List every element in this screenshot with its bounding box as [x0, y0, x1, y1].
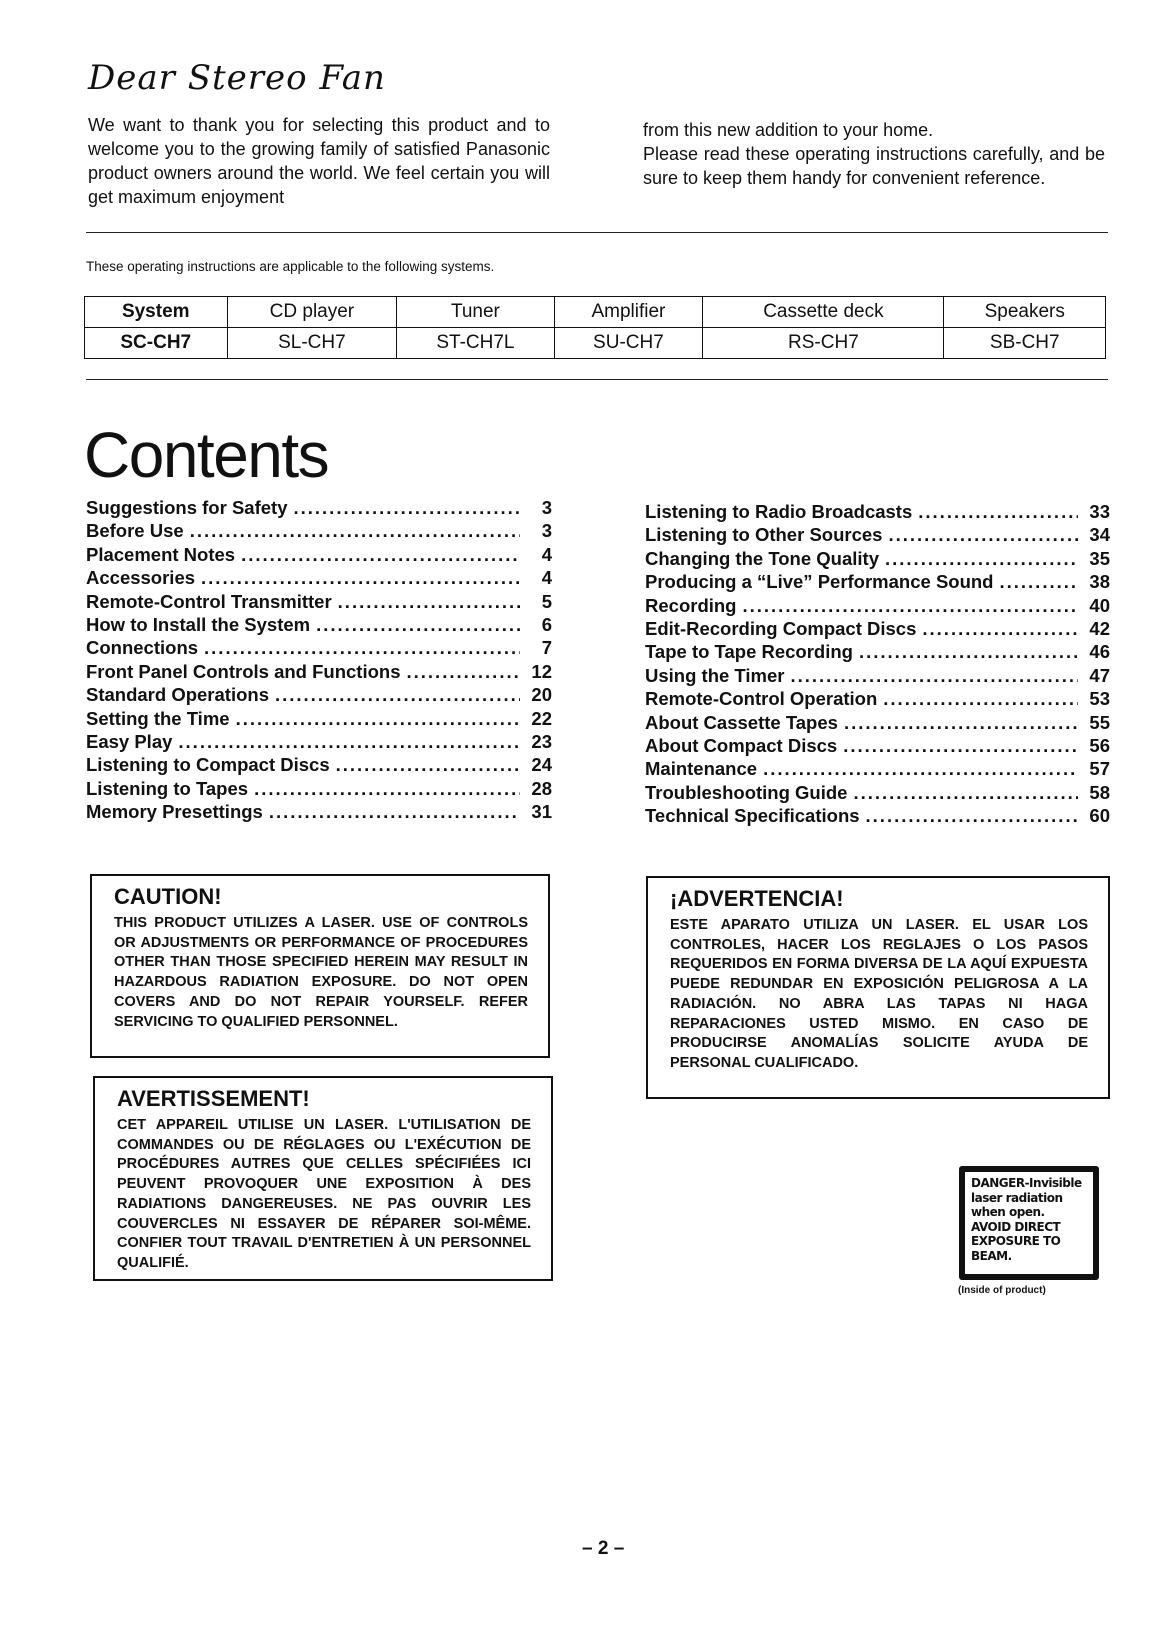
toc-entry [86, 544, 552, 567]
advertencia-box [646, 876, 1110, 1099]
intro-left-column [88, 113, 550, 209]
avertissement-box [93, 1076, 553, 1281]
toc-entry-page: 53 [1089, 688, 1110, 710]
greeting-heading: Dear Stereo Fan [88, 58, 386, 98]
header-cell-system: System [85, 297, 228, 328]
toc-leader-dots [338, 591, 520, 613]
toc-entry [645, 665, 1110, 688]
divider-top [86, 232, 1108, 233]
toc-leader-dots [866, 805, 1078, 827]
header-cell-amplifier: Amplifier [554, 297, 703, 328]
toc-leader-dots [407, 661, 521, 683]
toc-leader-dots [178, 731, 520, 753]
toc-entry-page: 57 [1089, 758, 1110, 780]
toc-entry [86, 754, 552, 777]
toc-entry-title: Changing the Tone Quality [645, 547, 879, 569]
toc-entry-page: 47 [1089, 664, 1110, 686]
toc-entry [645, 782, 1110, 805]
toc-entry [645, 548, 1110, 571]
toc-leader-dots [204, 637, 520, 659]
toc-entry-title: About Cassette Tapes [645, 711, 838, 733]
toc-entry-title: Using the Timer [645, 664, 785, 686]
header-cell-cassette-deck: Cassette deck [703, 297, 944, 328]
danger-label [959, 1166, 1099, 1280]
toc-entry-title: Standard Operations [86, 684, 269, 706]
toc-entry-title: Front Panel Controls and Functions [86, 660, 401, 682]
intro-paragraph-continued: from this new addition to your home. [643, 120, 934, 140]
applicable-note: These operating instructions are applicable to the following systems. [86, 259, 495, 274]
toc-entry [645, 712, 1110, 735]
toc-entry-title: Technical Specifications [645, 805, 860, 827]
value-cell-tuner: ST-CH7L [397, 328, 554, 359]
value-cell-system: SC-CH7 [85, 328, 228, 359]
toc-entry-title: Listening to Radio Broadcasts [645, 501, 913, 522]
advertencia-body: ESTE APARATO UTILIZA UN LASER. EL USAR LOS CONTROLES, HACER LOS REGLAJES O LOS PASOS REQUERIDOS EN FORMA DIVERSA DE LA AQUÍ EXPUESTA PUEDE REDUNDAR EN EXPOSICIÓN PELIGROSA A LA RADIACIÓN. NO ABRA LAS TAPAS NI HAGA REPARACIONES USTED MISMO. EN CASO DE PRODUCIRSE ANOMALÍAS SOLICITE AYUDA DE PERSONAL CUALIFICADO. [670, 917, 1088, 1071]
toc-entry-page: 7 [541, 637, 552, 659]
toc-entry-page: 12 [531, 660, 552, 682]
toc-entry-page: 28 [531, 777, 552, 799]
intro-paragraph-instructions: Please read these operating instructions carefully, and be sure to keep them handy for convenient reference. [643, 144, 1105, 188]
toc-entry [645, 524, 1110, 547]
caution-heading: CAUTION! [114, 884, 222, 909]
toc-entry [86, 684, 552, 707]
toc-entry-page: 38 [1089, 571, 1110, 593]
toc-entry [86, 708, 552, 731]
toc-entry [86, 801, 552, 824]
toc-entry-page: 40 [1089, 594, 1110, 616]
toc-leader-dots [843, 735, 1078, 757]
toc-entry-title: Listening to Tapes [86, 777, 249, 799]
systems-value-row [85, 328, 1106, 359]
caution-box [90, 874, 550, 1058]
toc-entry-page: 55 [1089, 711, 1110, 733]
toc-entry-page: 3 [541, 520, 552, 542]
toc-entry-title: Suggestions for Safety [86, 497, 288, 518]
toc-entry-title: How to Install the System [86, 613, 311, 635]
value-cell-cassette-deck: RS-CH7 [703, 328, 944, 359]
toc-leader-dots [275, 684, 520, 706]
toc-entry-title: Maintenance [645, 758, 758, 780]
toc-leader-dots [853, 782, 1078, 804]
toc-entry-title: Accessories [86, 567, 196, 589]
toc-entry-title: Connections [86, 637, 199, 659]
toc-leader-dots [201, 567, 520, 589]
toc-entry-title: Setting the Time [86, 707, 230, 729]
toc-leader-dots [790, 665, 1078, 687]
toc-entry [645, 758, 1110, 781]
toc-leader-dots [254, 778, 520, 800]
toc-entry-page: 6 [541, 613, 552, 635]
toc-entry [645, 595, 1110, 618]
toc-leader-dots [241, 544, 520, 566]
toc-entry-page: 22 [531, 707, 552, 729]
toc-entry-title: About Compact Discs [645, 734, 838, 756]
toc-leader-dots [763, 758, 1078, 780]
toc-leader-dots [269, 801, 520, 823]
toc-right-column [645, 501, 1110, 828]
danger-label-caption: (Inside of product) [958, 1285, 1046, 1296]
toc-entry-page: 4 [541, 567, 552, 589]
toc-entry [86, 731, 552, 754]
toc-entry-page: 31 [531, 801, 552, 823]
toc-entry-page: 34 [1089, 524, 1110, 546]
toc-leader-dots [918, 501, 1078, 523]
header-cell-tuner: Tuner [397, 297, 554, 328]
toc-entry-title: Recording [645, 594, 737, 616]
toc-entry-page: 35 [1089, 547, 1110, 569]
toc-leader-dots [883, 688, 1078, 710]
page-number: – 2 – [582, 1538, 625, 1559]
toc-entry-page: 23 [531, 730, 552, 752]
toc-entry [86, 778, 552, 801]
toc-entry-title: Tape to Tape Recording [645, 641, 853, 663]
toc-entry [86, 637, 552, 660]
danger-label-text: DANGER-Invisible laser radiation when open. AVOID DIRECT EXPOSURE TO BEAM. [965, 1172, 1093, 1274]
toc-entry [86, 614, 552, 637]
avertissement-heading: AVERTISSEMENT! [117, 1086, 310, 1111]
toc-entry-title: Listening to Other Sources [645, 524, 883, 546]
toc-entry-page: 3 [541, 497, 552, 518]
header-cell-speakers: Speakers [944, 297, 1106, 328]
toc-leader-dots [336, 754, 520, 776]
toc-entry-title: Troubleshooting Guide [645, 781, 848, 803]
intro-paragraph: We want to thank you for selecting this product and to welcome you to the growing family of satisfied Panasonic product owners around the world. We feel certain you will get maximum enjoyment [88, 115, 550, 207]
toc-entry-page: 4 [541, 543, 552, 565]
toc-leader-dots [885, 548, 1078, 570]
toc-entry [645, 501, 1110, 524]
caution-body: THIS PRODUCT UTILIZES A LASER. USE OF CONTROLS OR ADJUSTMENTS OR PERFORMANCE OF PROCEDURES OTHER THAN THOSE SPECIFIED HEREIN MAY RESULT IN HAZARDOUS RADIATION EXPOSURE. DO NOT OPEN COVERS AND DO NOT REPAIR YOURSELF. REFER SERVICING TO QUALIFIED PERSONNEL. [114, 915, 528, 1030]
toc-entry [645, 641, 1110, 664]
intro-right-column [643, 118, 1105, 190]
toc-entry [645, 618, 1110, 641]
toc-entry-title: Memory Presettings [86, 801, 263, 823]
toc-entry-title: Remote-Control Operation [645, 688, 878, 710]
toc-entry-page: 20 [531, 684, 552, 706]
toc-entry-title: Easy Play [86, 730, 173, 752]
toc-entry-title: Before Use [86, 520, 184, 542]
toc-entry-title: Remote-Control Transmitter [86, 590, 332, 612]
toc-entry [86, 591, 552, 614]
toc-leader-dots [190, 520, 520, 542]
toc-entry [86, 567, 552, 590]
contents-title: Contents [84, 419, 329, 491]
toc-entry-title: Edit-Recording Compact Discs [645, 617, 917, 639]
advertencia-heading: ¡ADVERTENCIA! [670, 886, 844, 911]
toc-entry [86, 520, 552, 543]
toc-leader-dots [844, 712, 1078, 734]
toc-entry-page: 60 [1089, 805, 1110, 827]
toc-entry [645, 735, 1110, 758]
toc-leader-dots [316, 614, 520, 636]
toc-entry-title: Placement Notes [86, 543, 236, 565]
toc-entry-title: Listening to Compact Discs [86, 754, 330, 776]
systems-table [84, 296, 1106, 359]
systems-header-row [85, 297, 1106, 328]
toc-entry-page: 56 [1089, 734, 1110, 756]
toc-entry [645, 688, 1110, 711]
toc-entry [645, 571, 1110, 594]
toc-entry-page: 5 [541, 590, 552, 612]
toc-entry-page: 58 [1089, 781, 1110, 803]
toc-leader-dots [742, 595, 1078, 617]
toc-left-column [86, 497, 552, 824]
toc-entry-title: Producing a “Live” Performance Sound [645, 571, 994, 593]
toc-leader-dots [859, 641, 1078, 663]
toc-leader-dots [888, 524, 1078, 546]
toc-leader-dots [922, 618, 1078, 640]
divider-middle [86, 379, 1108, 380]
value-cell-speakers: SB-CH7 [944, 328, 1106, 359]
toc-leader-dots [293, 497, 520, 519]
toc-leader-dots [999, 571, 1078, 593]
toc-entry [645, 805, 1110, 828]
value-cell-cd-player: SL-CH7 [227, 328, 397, 359]
value-cell-amplifier: SU-CH7 [554, 328, 703, 359]
header-cell-cd-player: CD player [227, 297, 397, 328]
toc-entry-page: 46 [1089, 641, 1110, 663]
toc-entry [86, 497, 552, 520]
toc-leader-dots [236, 708, 520, 730]
toc-entry [86, 661, 552, 684]
toc-entry-page: 24 [531, 754, 552, 776]
avertissement-body: CET APPAREIL UTILISE UN LASER. L'UTILISATION DE COMMANDES OU DE RÉGLAGES OU L'EXÉCUTION DE PROCÉDURES AUTRES QUE CELLES SPÉCIFIÉES ICI PEUVENT PROVOQUER UNE EXPOSITION À DES RADIATIONS DANGEREUSES. NE PAS OUVRIR LES COUVERCLES NI ESSAYER DE RÉPARER SOI-MÊME. CONFIER TOUT TRAVAIL D'ENTRETIEN À UN PERSONNEL QUALIFIÉ. [117, 1117, 531, 1271]
toc-entry-page: 33 [1089, 501, 1110, 522]
toc-entry-page: 42 [1089, 617, 1110, 639]
